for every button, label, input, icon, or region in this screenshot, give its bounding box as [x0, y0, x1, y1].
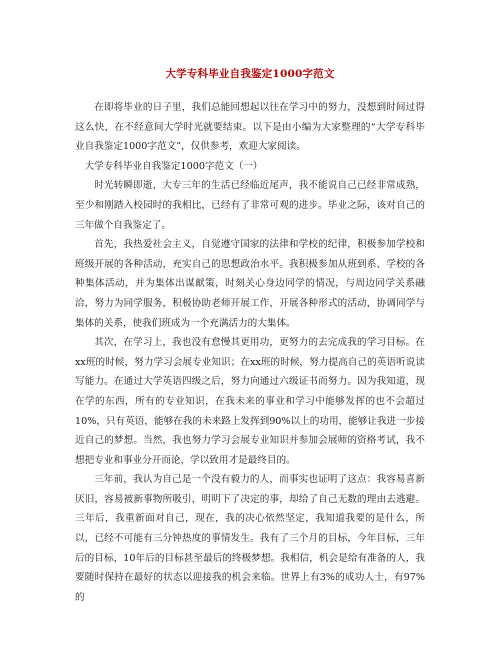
section-heading: 大学专科毕业自我鉴定1000字范文（一）: [84, 160, 263, 172]
body-paragraph: 时光转瞬即逝，大专三年的生活已经临近尾声，我不能说自己已经非常成熟，至少和刚踏入校园时的我相比，已经有了非常可观的进步。毕业之际，该对自己的三年做个自我鉴定了。: [75, 180, 425, 231]
document-title: 大学专科毕业自我鉴定1000字范文: [165, 68, 335, 80]
body-paragraph: 三年前，我认为自己是一个没有毅力的人，而事实也证明了这点：我容易喜新厌旧，容易被新事物所吸引，明明下了决定的事，却给了自己无数的理由去逃避。三年后，我重新面对自己，现在，我的决心依然坚定，我知道我要的是什么，所以，已经不可能有三分钟热度的事情发生。我有了三个月的目标，今年目标，三年后的目标，10年后的目标甚至最后的终极梦想。我相信，机会是给有准备的人，我要随时保持在最好的状态以迎接我的机会来临。世界上有3%的成功人士，有97%的: [75, 474, 425, 603]
document-body: [75, 98, 425, 607]
body-paragraph: 首先，我热爱社会主义，自觉遵守国家的法律和学校的纪律，积极参加学校和班级开展的各种活动，充实自己的思想政治水平。我积极参加从班到系、学校的各种集体活动，并为集体出谋献策，时刻关心身边同学的情况，与周边同学关系融洽，努力为同学服务，积极协助老师开展工作，开展各种形式的活动，协调同学与集体的关系，使我们班成为一个充满活力的大集体。: [75, 239, 425, 329]
body-paragraph: 其次，在学习上，我也没有怠慢其更用功，更努力的去完成我的学习目标。在xx班的时候，努力学习会展专业知识；在xx班的时候，努力提高自己的英语听说读写能力。在通过大学英语四级之后，努力向通过六级证书而努力。因为我知道，现在学的东西，所有的专业知识，在我未来的事业和学习中能够发挥的也不会超过10%，只有英语，能够在我的未来路上发挥到90%以上的功用，能够让我进一步接近自己的梦想。当然，我也努力学习会展专业知识并参加会展师的资格考试，我不想把专业和事业分开而论，学以致用才是最终目的。: [75, 337, 425, 466]
intro-paragraph: 在即将毕业的日子里，我们总能回想起以往在学习中的努力，没想到时间过得这么快，在不经意间大学时光就要结束。以下是由小编为大家整理的“大学专科毕业自我鉴定1000字范文”，仅供参考，欢迎大家阅读。: [75, 102, 425, 153]
